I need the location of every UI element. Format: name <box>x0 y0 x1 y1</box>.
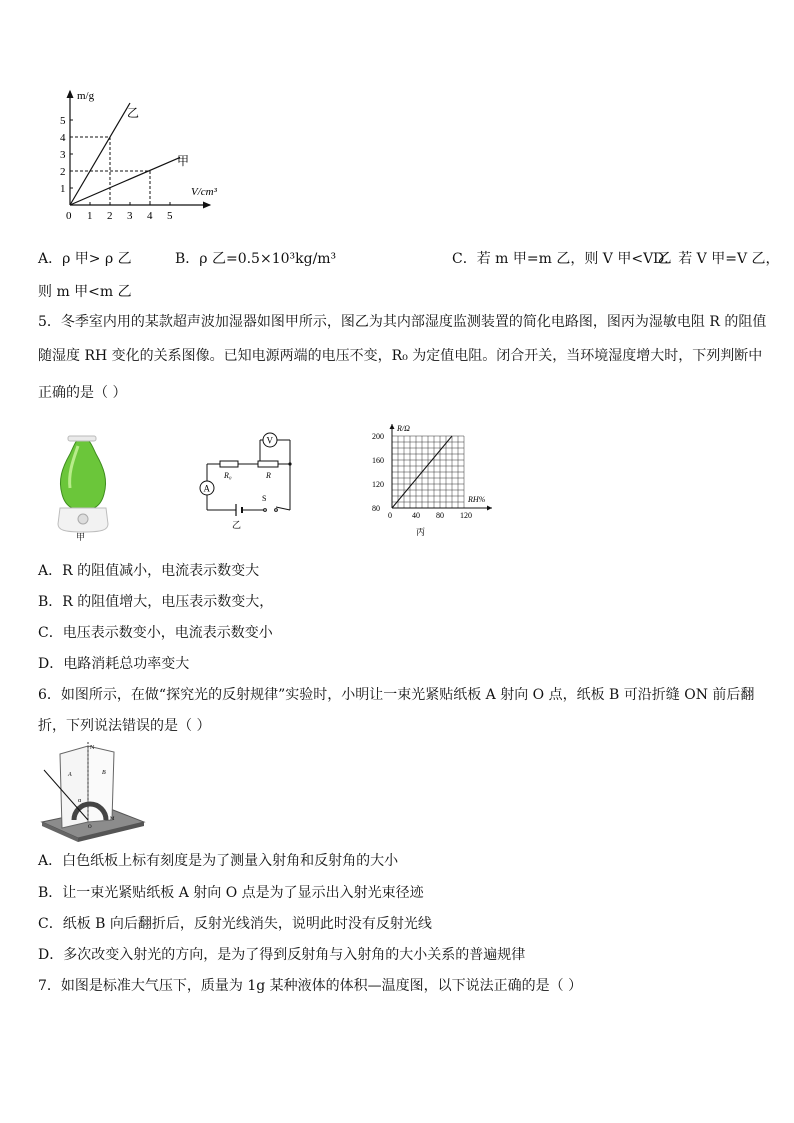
svg-text:M: M <box>110 817 115 822</box>
reflection-experiment-image <box>38 740 148 845</box>
q5-option-c[interactable]: C．电压表示数变小，电流表示数变小 <box>38 625 273 641</box>
fig-yi-label: 乙 <box>232 520 242 530</box>
resistance-humidity-graph <box>368 420 498 542</box>
graph2-y-tick-label: 200 <box>372 432 384 441</box>
q4-option-d-cont: 则 m 甲<m 乙 <box>38 284 132 300</box>
graph2-x-label: RH% <box>468 495 486 504</box>
svg-text:A: A <box>203 483 210 494</box>
r-label: R <box>266 471 271 480</box>
q6-text-2: 折，下列说法错误的是（ ） <box>38 718 211 734</box>
y-tick-label: 5 <box>60 115 66 127</box>
y-tick-label: 3 <box>60 149 66 161</box>
resistor-r0-icon <box>220 461 238 467</box>
humidifier-image <box>50 432 115 542</box>
q6-text-1: 6．如图所示，在做“探究光的反射规律”实验时，小明让一束光紧贴纸板 A 射向 O 点，纸板 B 可沿折缝 ON 前后翻 <box>38 687 755 703</box>
x-tick-label: 3 <box>127 210 133 222</box>
q5-option-b[interactable]: B．R 的阻值增大，电压表示数变大， <box>38 594 274 610</box>
x-tick-label: 4 <box>147 210 153 222</box>
series-line <box>70 157 180 205</box>
r0-label: R₀ <box>224 471 232 480</box>
q6-option-b[interactable]: B．让一束光紧贴纸板 A 射向 O 点是为了显示出入射光束径迹 <box>38 885 424 901</box>
svg-text:O: O <box>88 825 92 830</box>
q5-text-3: 正确的是（ ） <box>38 385 127 401</box>
svg-text:V: V <box>266 435 273 446</box>
graph2-x-tick-label: 0 <box>388 511 392 520</box>
graph2-x-tick-label: 40 <box>412 511 420 520</box>
y-tick-label: 4 <box>60 132 66 144</box>
graph2-y-tick-label: 80 <box>372 504 380 513</box>
series-line <box>70 103 130 205</box>
graph2-x-tick-label: 120 <box>460 511 472 520</box>
svg-text:α: α <box>78 798 82 804</box>
fig-bing-label: 丙 <box>416 527 426 537</box>
q7-text-1: 7．如图是标准大气压下，质量为 1g 某种液体的体积—温度图，以下说法正确的是（ ） <box>38 978 583 994</box>
x-tick-label: 1 <box>87 210 93 222</box>
q5-option-d[interactable]: D．电路消耗总功率变大 <box>38 656 190 672</box>
q4-option-d[interactable]: D．若 V 甲=V 乙， <box>653 251 780 267</box>
q4-option-a[interactable]: A．ρ 甲> ρ 乙 <box>38 251 132 267</box>
svg-text:B: B <box>102 770 106 776</box>
x-tick-label: 0 <box>66 210 72 222</box>
q4-option-b[interactable]: B．ρ 乙=0.5×10³kg/m³ <box>175 251 337 267</box>
q6-option-a[interactable]: A．白色纸板上标有刻度是为了测量入射角和反射角的大小 <box>38 853 399 869</box>
svg-text:N: N <box>90 745 95 751</box>
q5-option-a[interactable]: A．R 的阻值减小，电流表示数变大 <box>38 563 260 579</box>
switch-icon <box>264 509 278 512</box>
y-axis-label: m/g <box>77 90 95 102</box>
y-tick-label: 1 <box>60 183 66 195</box>
switch-label: S <box>262 494 267 503</box>
fig-jia-label: 甲 <box>76 532 86 542</box>
graph2-y-tick-label: 160 <box>372 456 384 465</box>
x-tick-label: 5 <box>167 210 173 222</box>
graph2-y-tick-label: 120 <box>372 480 384 489</box>
q5-text-2: 随湿度 RH 变化的关系图像。已知电源两端的电压不变，R₀ 为定值电阻。闭合开关，当环境湿度增大时，下列判断中 <box>38 348 763 364</box>
mass-volume-graph <box>55 85 230 225</box>
q6-option-c[interactable]: C．纸板 B 向后翻折后，反射光线消失，说明此时没有反射光线 <box>38 916 432 932</box>
x-axis-label: V/cm³ <box>191 186 217 198</box>
ammeter-icon <box>200 481 214 495</box>
y-tick-label: 2 <box>60 166 66 178</box>
battery-icon <box>236 504 242 516</box>
q4-option-c[interactable]: C．若 m 甲=m 乙，则 V 甲<V 乙 <box>452 251 672 267</box>
svg-text:A: A <box>68 772 72 778</box>
line-jia-label: 甲 <box>177 154 190 168</box>
voltmeter-icon <box>263 433 277 447</box>
graph2-x-tick-label: 80 <box>436 511 444 520</box>
circuit-diagram <box>190 428 305 543</box>
resistor-r-icon <box>258 461 278 467</box>
q5-text-1: 5．冬季室内用的某款超声波加湿器如图甲所示，图乙为其内部湿度监测装置的简化电路图，图丙为湿敏电阻 R 的阻值 <box>38 314 767 330</box>
q6-option-d[interactable]: D．多次改变入射光的方向，是为了得到反射角与入射角的大小关系的普遍规律 <box>38 947 526 963</box>
graph2-y-label: R/Ω <box>397 424 410 433</box>
line-yi-label: 乙 <box>127 106 140 120</box>
x-tick-label: 2 <box>107 210 113 222</box>
